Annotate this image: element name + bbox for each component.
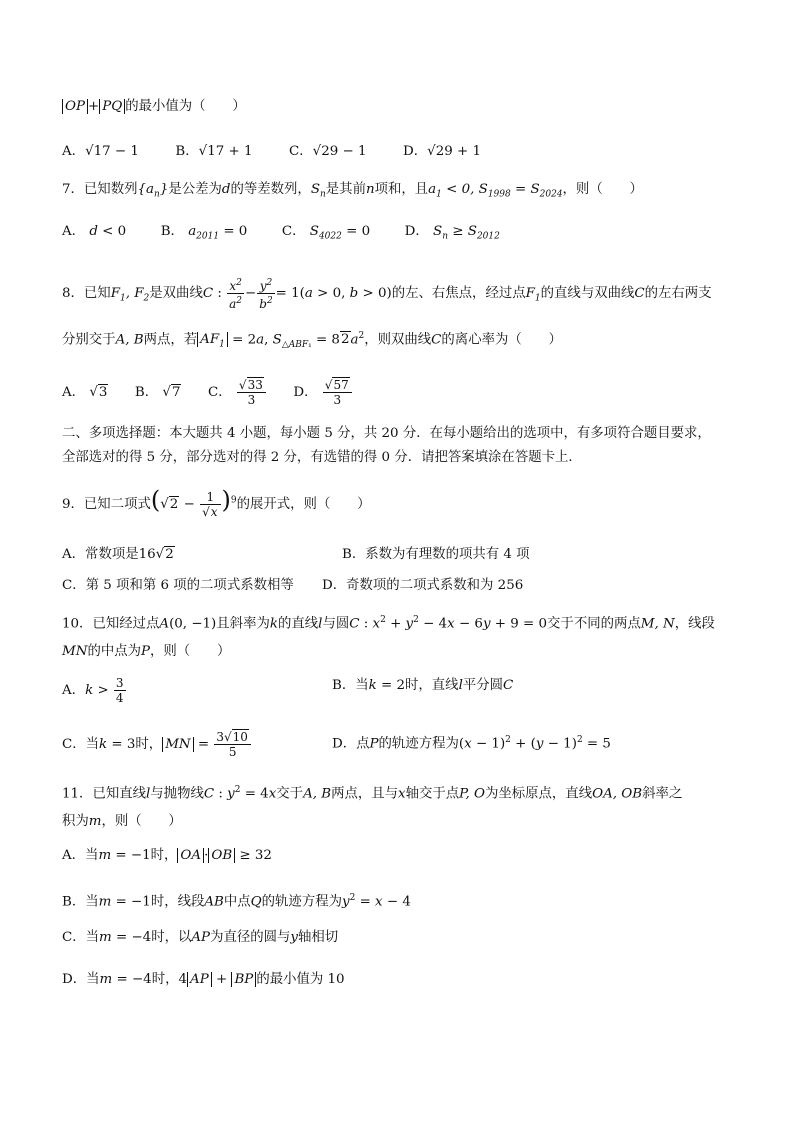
q8-options: A． √3 B． √7 C． $\frac{√33}{3}$ D． $\frac{√57}{3}$ bbox=[62, 378, 353, 407]
q10-opt-b: B．当 bbox=[332, 678, 369, 693]
q11-text: 交于 bbox=[276, 786, 304, 802]
q11-text: 斜率之 bbox=[642, 786, 683, 802]
q11-opt-c: 轴相切 bbox=[298, 930, 339, 945]
q11-option-d: D．当m = −4时，4 AP + BP 的最小值为 10 bbox=[62, 972, 345, 987]
q11-opt-b: 时，线段 bbox=[150, 894, 205, 910]
q8-text: 的左右两支 bbox=[644, 286, 712, 301]
q7-number: 7． bbox=[62, 182, 84, 197]
q11-opt-c: C．当 bbox=[62, 930, 100, 945]
q7-text: 已知数列 bbox=[83, 182, 138, 197]
q11-text: 两点，且与 bbox=[331, 786, 399, 802]
q10-text: 且斜率为 bbox=[216, 616, 270, 632]
q10-number: 10． bbox=[62, 616, 93, 632]
q9-number: 9． bbox=[62, 497, 84, 512]
q11-opt-b: 的轨迹方程为 bbox=[261, 894, 342, 910]
section2-line1: 二、多项选择题：本大题共 4 小题，每小题 5 分，共 20 分．在每小题给出的选项中，有多项符合题目要求， bbox=[62, 426, 711, 441]
q7-opt-d-label: D． bbox=[404, 224, 429, 239]
q11-opt-a: A．当 bbox=[62, 848, 99, 863]
q10-opt-c: C．当 bbox=[62, 737, 100, 752]
q11-opt-d: D．当 bbox=[62, 972, 100, 987]
q9-stem: 9．已知二项式(√2 − $\frac{1}{√x}$ )$^9$的展开式，则（ ） bbox=[62, 486, 371, 519]
q6-opt-d: √29 + 1 bbox=[427, 144, 481, 159]
q10-stem-line1: 10．已知经过点A(0, −1)且斜率为k的直线l与圆C : $x^2 + y^2 - 4x - 6y + 9 = 0$交于不同的两点M, N，线段 bbox=[62, 615, 715, 632]
math-op: OP bbox=[62, 99, 88, 114]
q11-number: 11． bbox=[62, 786, 93, 802]
section2-line2: 全部选对的得 5 分，部分选对的得 2 分，有选错的得 0 分．请把答案填涂在答题卡上． bbox=[62, 450, 582, 465]
q10-option-b: B．当k = 2时，直线l平分圆C bbox=[332, 678, 514, 693]
q10-opt-b: 时，直线 bbox=[405, 678, 459, 693]
q8-stem-line2: 分别交于A, B两点，若 $AF_1 = 2a$, $S_{\triangle ABF_1} = 82a^2$，则双曲线C的离心率为（ ） bbox=[62, 331, 562, 351]
q9-option-d: D．奇数项的二项式系数和为 256 bbox=[322, 578, 524, 593]
q6-opt-c: √29 − 1 bbox=[312, 144, 367, 159]
q11-opt-b: 中点 bbox=[223, 894, 251, 910]
q11-option-c: C．当m = −4时，以AP为直径的圆与y轴相切 bbox=[62, 930, 339, 945]
q7-text: 项和，且 bbox=[374, 182, 429, 197]
q10-stem-line2: MN的中点为P，则（ ） bbox=[62, 644, 231, 659]
q9-text: 已知二项式 bbox=[83, 497, 151, 512]
q8-text: 两点，若 bbox=[143, 332, 198, 348]
q10-opt-a: A． bbox=[62, 683, 86, 698]
q11-stem-line1: 11．已知直线l与抛物线C : $y^2 = 4x$交于A, B两点，且与x轴交于点P, O为坐标原点，直线OA, OB斜率之 bbox=[62, 785, 683, 802]
q11-text: 为坐标原点，直线 bbox=[484, 786, 593, 802]
q11-option-a: A．当m = −1时， OA · OB ≥ 32 bbox=[62, 848, 272, 863]
q7-opt-a-label: A． bbox=[62, 224, 86, 239]
q9-option-a: A．常数项是16√2 bbox=[62, 547, 174, 562]
q8-opt-a-label: A． bbox=[62, 385, 86, 400]
q11-opt-b: B．当 bbox=[62, 894, 99, 910]
q8-text: 的左、右焦点，经过点 bbox=[391, 286, 526, 301]
q6-options bbox=[62, 142, 481, 162]
q7-opt-c-label: C． bbox=[281, 224, 306, 239]
q8-text: 已知 bbox=[83, 286, 111, 301]
q11-stem-line2: 积为m，则（ ） bbox=[62, 814, 182, 829]
q7-text: 是公差为 bbox=[168, 182, 222, 197]
q11-text: 积为 bbox=[62, 814, 89, 829]
q11-opt-a: 时， bbox=[150, 848, 178, 863]
q11-opt-d: 的最小值为 10 bbox=[256, 972, 345, 987]
q8-text: 是双曲线 bbox=[149, 286, 203, 301]
q6-opt-b: √17 + 1 bbox=[198, 144, 253, 159]
math-pq: PQ bbox=[99, 99, 125, 114]
q10-text: 的中点为 bbox=[87, 644, 141, 659]
q8-text: 分别交于 bbox=[62, 332, 116, 348]
q8-text: 的直线与双曲线 bbox=[540, 286, 635, 301]
q9-option-b: B．系数为有理数的项共有 4 项 bbox=[342, 547, 530, 562]
q7-stem: 7．已知数列$\{a_n\}$是公差为d的等差数列，$S_n$是其前n项和，且$a_1 < 0$, $S_{1998} = S_{2024}$，则（ ） bbox=[62, 182, 643, 200]
q6-opt-a-label: A． bbox=[62, 144, 86, 159]
q8-stem-line1: 8．已知$F_1$, $F_2$是双曲线C : $\frac{x^2}{a^2}$ − $\frac{y^2}{b^2}$ = 1(a > 0, b > 0)的左、右焦点，经过点$F_1$的直线与双曲线C的左右两支 bbox=[62, 278, 712, 311]
q8-opt-d-label: D． bbox=[293, 385, 318, 400]
q11-text: 轴交于点 bbox=[405, 786, 460, 802]
q8-opt-b-label: B． bbox=[134, 385, 159, 400]
q11-text: 已知直线 bbox=[92, 786, 146, 802]
q11-opt-d: 时， bbox=[151, 972, 179, 987]
q9-text: 的展开式，则（ ） bbox=[236, 497, 371, 512]
q10-opt-d: D．点 bbox=[332, 736, 370, 752]
q10-option-c: C．当k = 3时， MN = $\frac{3√10}{5}$ bbox=[62, 730, 252, 759]
q6-tail-line: OP + PQ 的最小值为（ ） bbox=[62, 97, 246, 117]
q6-opt-b-label: B． bbox=[175, 144, 199, 159]
q10-opt-d: 的轨迹方程为 bbox=[378, 736, 459, 752]
q11-text: ，则（ ） bbox=[101, 814, 182, 829]
q7-text: ，则（ ） bbox=[562, 182, 643, 197]
q10-opt-c: 时， bbox=[135, 737, 163, 752]
q7-text: 是其前 bbox=[325, 182, 366, 197]
q7-options: A． d < 0 B． $a_{2011} = 0$ C． $S_{4022} = 0$ D． $S_n \ge S_{2012}$ bbox=[62, 224, 500, 242]
q9-opt-a: A．常数项是 bbox=[62, 547, 139, 562]
q8-number: 8． bbox=[62, 286, 84, 301]
q10-option-d: D．点P的轨迹方程为$(x - 1)^2 + (y - 1)^2 = 5$ bbox=[332, 735, 611, 752]
q11-opt-c: 为直径的圆与 bbox=[210, 930, 291, 945]
q6-opt-a: √17 − 1 bbox=[85, 144, 139, 159]
q11-text: 与抛物线 bbox=[150, 786, 204, 802]
q7-text: 的等差数列， bbox=[230, 182, 311, 197]
q10-text: 交于不同的两点 bbox=[547, 616, 641, 632]
q10-text: 与圆 bbox=[322, 616, 350, 632]
q8-opt-c-label: C． bbox=[208, 385, 232, 400]
q6-tail-text: 的最小值为（ ） bbox=[125, 99, 246, 114]
q10-opt-b: 平分圆 bbox=[462, 678, 504, 693]
q9-option-c: C．第 5 项和第 6 项的二项式系数相等 bbox=[62, 578, 294, 593]
q10-text: 的直线 bbox=[277, 616, 319, 632]
q8-text: ，则双曲线 bbox=[364, 332, 432, 348]
q11-option-b: B．当m = −1时，线段AB中点Q的轨迹方程为$y^2 = x - 4$ bbox=[62, 893, 411, 910]
q10-option-a: A．k > $\frac{3}{4}$ bbox=[62, 676, 124, 705]
q11-opt-c: 时，以 bbox=[151, 930, 192, 945]
q6-opt-c-label: C． bbox=[289, 144, 313, 159]
q6-opt-d-label: D． bbox=[403, 144, 428, 159]
q10-text: 已知经过点 bbox=[92, 616, 160, 632]
q8-text: 的离心率为（ ） bbox=[441, 332, 562, 348]
q7-opt-b-label: B． bbox=[160, 224, 184, 239]
q10-text: ，线段 bbox=[674, 616, 715, 632]
q10-text: ，则（ ） bbox=[150, 644, 231, 659]
